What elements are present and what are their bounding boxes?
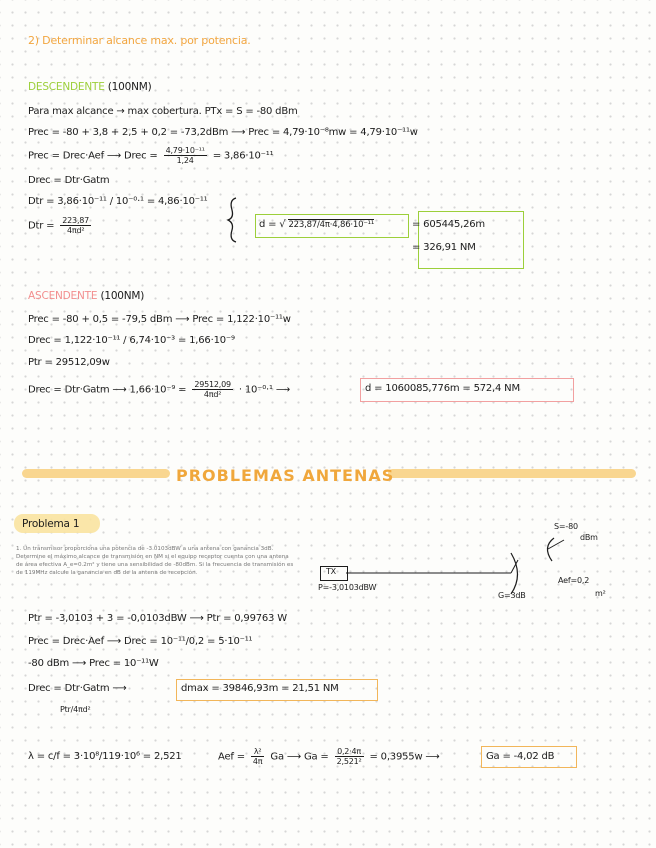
descendente-line-3: Drec = Dtr·Gatm xyxy=(28,175,110,186)
sensitivity-unit: dBm xyxy=(580,533,598,542)
problema1-drec-sub: Ptr/4πd² xyxy=(60,705,91,714)
ga-den: 2,521² xyxy=(336,757,362,766)
ascendente-line-3: Ptr = 29512,09w xyxy=(28,357,110,368)
lambda-line: λ = c/f = 3·10⁸/119·10⁶ = 2,521 xyxy=(28,751,182,762)
dtr-den: 4πd² xyxy=(66,226,85,235)
aef-fraction xyxy=(251,747,265,766)
drec-num: 4,79·10⁻¹¹ xyxy=(165,146,205,155)
d-label: d = xyxy=(259,219,277,230)
d-expr: 223,87/4π·4,86·10⁻¹¹ xyxy=(288,220,375,230)
problema1-line-3: -80 dBm ⟶ Prec = 10⁻¹¹W xyxy=(28,658,159,669)
d-result-2: = 326,91 NM xyxy=(412,242,476,253)
d-formula xyxy=(259,219,374,230)
drec-den: 1,24 xyxy=(176,156,194,165)
aef-unit: m² xyxy=(595,589,606,598)
sensitivity-label: S=-80 xyxy=(554,522,578,531)
asc-fraction xyxy=(192,380,233,399)
drec-fraction xyxy=(164,146,207,165)
aef-den: 4π xyxy=(252,757,263,766)
section-title: 2) Determinar alcance max. por potencia. xyxy=(28,34,251,47)
ascendente-drec-row xyxy=(28,380,290,399)
dtr-fraction xyxy=(60,216,91,235)
descendente-line-2: Prec = -80 + 3,8 + 2,5 + 0,2 = -73,2dBm ⟶ Prec = 4,79·10⁻⁸mw = 4,79·10⁻¹¹w xyxy=(28,127,418,138)
asc-drec-prefix: Drec = Dtr·Gatm ⟶ 1,66·10⁻⁹ = xyxy=(28,384,187,396)
aef-ga-row xyxy=(218,747,440,766)
ascendente-heading-suffix: (100NM) xyxy=(100,290,145,302)
dtr-label: Dtr = xyxy=(28,220,55,232)
ascendente-heading-row xyxy=(28,290,144,302)
problema1-heading: Problema 1 xyxy=(22,518,80,530)
descendente-dtr-row xyxy=(28,216,94,235)
problema1-statement: 1. Un transmisor proporciona una potencia de -3.0103dBW a una antena con ganancia 3dB. Determine el máximo alcance de transmisión en NM si el equipo receptor cuenta con una antena de área efectiva A_e=0.2m² y tiene una sensibilidad de -80dBm. Si la frecuencia de transmisión es de 119MHz calcule la ganancia en dB de la antena de recepción. xyxy=(16,546,294,576)
asc-frac-num: 29512,09 xyxy=(194,380,231,389)
ga-num: 0,2·4π xyxy=(335,747,364,757)
ascendente-line-1: Prec = -80 + 0,5 = -79,5 dBm ⟶ Prec = 1,122·10⁻¹¹w xyxy=(28,314,291,325)
dmax-result: dmax = 39846,93m = 21,51 NM xyxy=(181,683,339,694)
d-result-1: = 605445,26m xyxy=(412,219,485,230)
ga-result: Ga = -4,02 dB xyxy=(486,751,555,762)
gain-label: G=3dB xyxy=(498,591,526,600)
descendente-drec-row xyxy=(28,146,273,165)
ascendente-heading: ASCENDENTE xyxy=(28,290,98,302)
ga-eq: = 0,3955w ⟶ xyxy=(369,751,440,763)
brace-icon xyxy=(226,196,240,244)
aef-num: λ² xyxy=(251,747,265,757)
drec-result: = 3,86·10⁻¹¹ xyxy=(212,150,274,162)
asc-frac-den: 4πd² xyxy=(203,390,222,399)
asc-result: d = 1060085,776m = 572,4 NM xyxy=(365,383,520,394)
aef-label: Aef=0,2 xyxy=(558,576,590,585)
tx-power-label: P=-3,0103dBW xyxy=(318,583,377,592)
sqrt-icon: √ xyxy=(279,219,286,230)
banner-bar-right xyxy=(388,469,636,478)
drec-prefix: Prec = Drec·Aef ⟶ Drec = xyxy=(28,150,158,162)
problema1-line-1: Ptr = -3,0103 + 3 = -0,0103dBW ⟶ Ptr = 0,99763 W xyxy=(28,613,287,624)
descendente-heading-suffix: (100NM) xyxy=(107,81,152,93)
ascendente-line-2: Drec = 1,122·10⁻¹¹ / 6,74·10⁻³ = 1,66·10⁻⁹ xyxy=(28,335,235,346)
descendente-line-1: Para max alcance → max cobertura. PTx = S = -80 dBm xyxy=(28,106,298,117)
asc-frac-suffix: · 10⁻⁰·¹ ⟶ xyxy=(238,384,290,396)
descendente-line-4: Dtr = 3,86·10⁻¹¹ / 10⁻⁰·¹ = 4,86·10⁻¹¹ xyxy=(28,196,208,207)
problema1-line-2: Prec = Drec·Aef ⟶ Drec = 10⁻¹¹/0,2 = 5·10⁻¹¹ xyxy=(28,636,253,647)
descendente-heading: DESCENDENTE xyxy=(28,81,105,93)
banner-title: PROBLEMAS ANTENAS xyxy=(176,466,395,485)
aef-mid: Ga ⟶ Ga = xyxy=(270,751,329,763)
aef-prefix: Aef = xyxy=(218,751,245,763)
dtr-num: 223,87 xyxy=(62,216,90,225)
tx-label: TX xyxy=(326,567,336,576)
ga-fraction xyxy=(335,747,364,766)
banner-bar-left xyxy=(22,469,170,478)
receiver-dish-icon xyxy=(538,535,568,565)
descendente-heading-row xyxy=(28,81,152,93)
problema1-drec-line: Drec = Dtr·Gatm ⟶ xyxy=(28,683,127,694)
